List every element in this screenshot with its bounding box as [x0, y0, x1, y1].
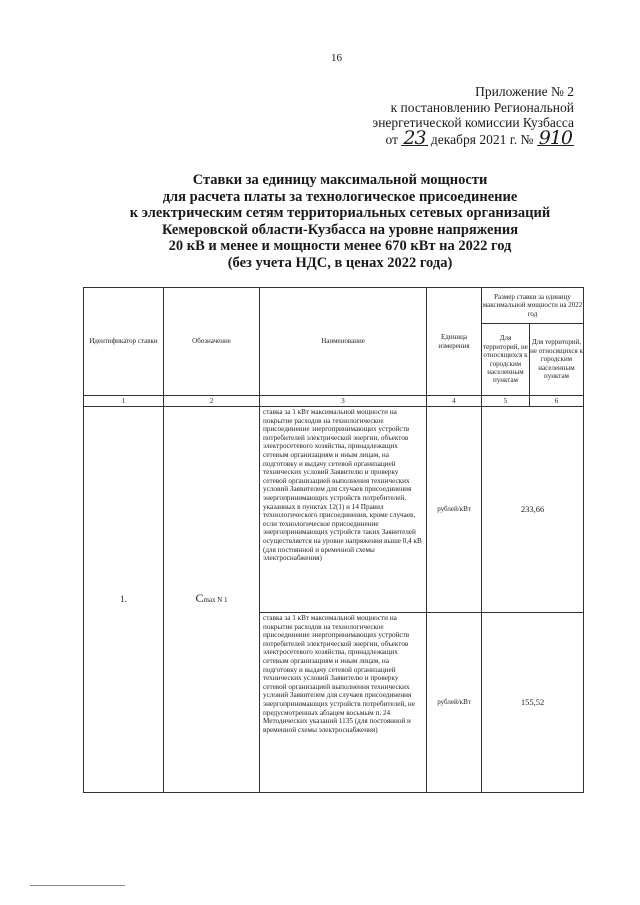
rate-value: 233,66 [482, 407, 584, 613]
rate-description: ставка за 1 кВт максимальной мощности на покрытие расходов на технологическое присоединение энергопринимающих устройств потребителей электрической энергии, объектов электросетевого хозяйства, принадлежащих сетевым организациям и иным лицам, на подготовку и выдачу сетевой организацией технических условий Заявителю и проверку сетевой организацией выполнения технических условий Заявителем для случаев присоединения энергопринимающих устройств потребителей, указанных в пунктах 12(1) и 14 Правил технологического присоединения, кроме случаев, если технологическое присоединение энергопринимающих устройств таких Заявителей осуществляется на уровне напряжения выше 0,4 кВ (для постоянной и временной схемы электроснабжения) [260, 407, 427, 613]
rates-table [83, 287, 584, 793]
title-line: к электрическим сетям территориальных сетевых организаций [129, 205, 551, 221]
handwritten-number: 910 [538, 126, 572, 149]
appendix-title: Приложение № 2 [475, 84, 574, 99]
col-number: 1 [84, 396, 164, 407]
from-label: от [385, 131, 398, 147]
appendix-header [274, 84, 574, 147]
rate-description: ставка за 1 кВт максимальной мощности на покрытие расходов на технологическое присоединение энергопринимающих устройств потребителей электрической энергии, объектов электросетевого хозяйства, принадлежащих сетевым организациям и иным лицам, на подготовку и выдачу сетевой организацией технических условий Заявителю и проверку сетевой организацией выполнения технических условий Заявителем для случаев присоединения энергопринимающих устройств потребителей, не предусмотренных абзацем восьмым п. 24 Методических указаний 1135 (для постоянной и временной схемы электроснабжения) [260, 613, 427, 793]
appendix-date-line [274, 126, 574, 149]
col-number: 5 [482, 396, 530, 407]
rate-value: 155,52 [482, 613, 584, 793]
header-col6: Для территорий, не относящихся к городским населенным пунктам [530, 324, 584, 396]
rate-designation [164, 407, 260, 793]
header-id: Идентификатор ставки [84, 288, 164, 396]
handwritten-day: 23 [403, 126, 426, 149]
header-designation: Обозначение [164, 288, 260, 396]
header-name: Наименование [260, 288, 427, 396]
col-number: 4 [427, 396, 482, 407]
rate-unit: рублей/кВт [427, 407, 482, 613]
col-number: 3 [260, 396, 427, 407]
header-rate-group: Размер ставки за единицу максимальной мощности на 2022 год [482, 288, 584, 324]
title-line: 20 кВ и менее и мощности менее 670 кВт на 2022 год [168, 238, 512, 254]
title-line: для расчета платы за технологическое присоединение [162, 188, 518, 205]
title-line: (без учета НДС, в ценах 2022 года) [227, 254, 453, 271]
col-number: 2 [164, 396, 260, 407]
title-line: Ставки за единицу максимальной мощности [192, 172, 488, 188]
rate-unit: рублей/кВт [427, 613, 482, 793]
table-row [84, 407, 584, 613]
designation-symbol: C [195, 591, 204, 606]
header-col5: Для территорий, не относящихся к городским населенным пунктам [482, 324, 530, 396]
document-title [60, 172, 620, 271]
appendix-line-2: к постановлению Региональной [390, 99, 574, 115]
column-numbers-row [84, 396, 584, 407]
header-unit: Единица измерения [427, 288, 482, 396]
appendix-line-3: энергетической комиссии Кузбасса [372, 115, 574, 130]
month-year: декабря 2021 г. № [430, 131, 534, 147]
page-number: 16 [331, 52, 342, 64]
rate-id: 1. [84, 407, 164, 793]
col-number: 6 [530, 396, 584, 407]
title-line: Кемеровской области-Кузбасса на уровне напряжения [161, 221, 519, 238]
footnote-rule [30, 885, 125, 886]
designation-subscript: max N 1 [203, 596, 228, 605]
